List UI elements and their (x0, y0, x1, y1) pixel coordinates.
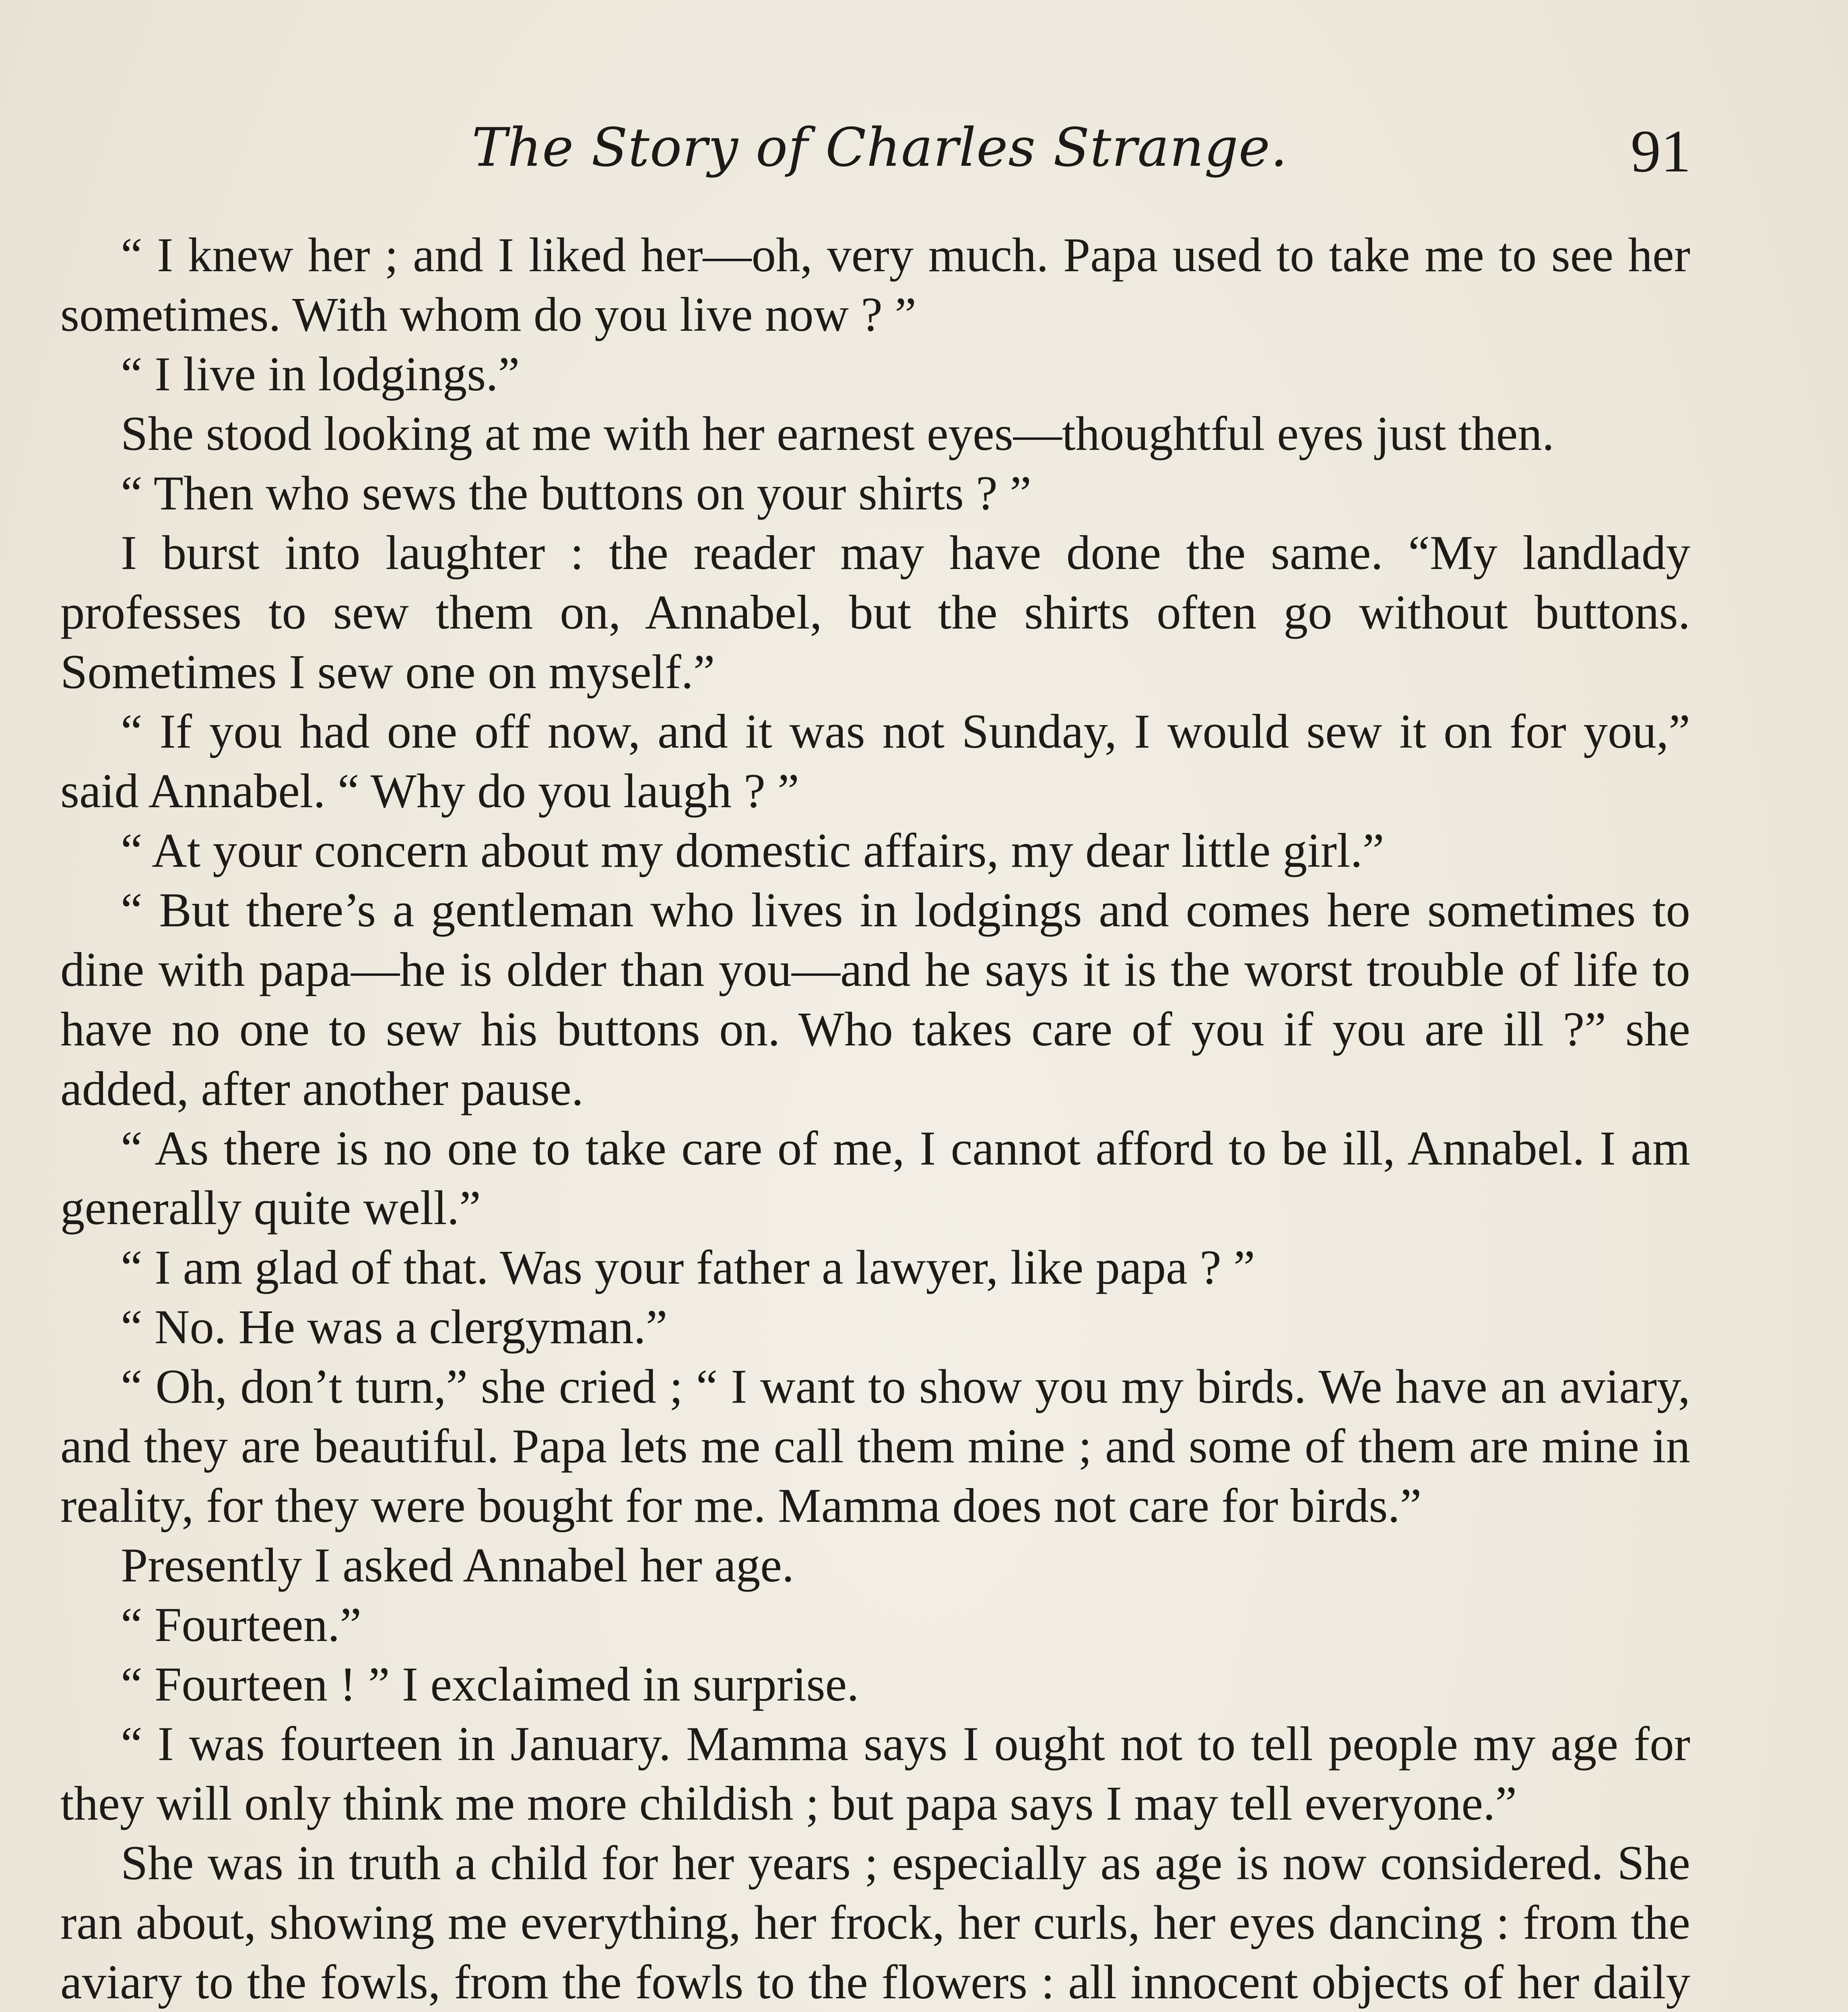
paragraph: I burst into laughter : the reader may have done the same. “My landlady professes to sew them on, Annabel, but the shirts often go without buttons. Sometimes I sew one on myself.” (60, 526, 1690, 699)
running-title: The Story of Charles Strange. (472, 117, 1288, 179)
paragraph: She was in truth a child for her years ; especially as age is now considered. She ran about, showing me everything, her frock, her curls, her eyes dancing : from the aviary to the fowls, from the fowls to the flowers : all innocent objects of her daily (60, 1836, 1690, 2009)
paragraph: “ If you had one off now, and it was not Sunday, I would sew it on for you,” said Annabel. “ Why do you laugh ? ” (60, 705, 1690, 818)
paragraph: “ Oh, don’t turn,” she cried ; “ I want to show you my birds. We have an aviary, and they are beautiful. Papa lets me call them mine ; and some of them are mine in reality, for they were bought for me. Mamma does not care for birds.” (60, 1360, 1690, 1533)
paragraph: “ At your concern about my domestic affairs, my dear little girl.” (121, 824, 1384, 878)
paragraph: “ I am glad of that. Was your father a lawyer, like papa ? ” (121, 1241, 1255, 1295)
paragraph: “ Fourteen ! ” I exclaimed in surprise. (121, 1657, 859, 1711)
body-text (60, 225, 1690, 2012)
paragraph: “ Fourteen.” (121, 1598, 362, 1652)
paragraph: “ Then who sews the buttons on your shirts ? ” (121, 466, 1031, 520)
page-number: 91 (1631, 118, 1691, 185)
paragraph: “ As there is no one to take care of me, I cannot afford to be ill, Annabel. I am generally quite well.” (60, 1121, 1690, 1235)
page-header (68, 101, 1691, 189)
paragraph: She stood looking at me with her earnest eyes—thoughtful eyes just then. (121, 407, 1555, 461)
paragraph: “ I was fourteen in January. Mamma says I ought not to tell people my age for they will only think me more childish ; but papa says I may tell everyone.” (60, 1717, 1690, 1831)
paragraph: “ But there’s a gentleman who lives in lodgings and comes here sometimes to dine with papa—he is older than you—and he says it is the worst trouble of life to have no one to sew his buttons on. Who takes care of you if you are ill ?” she added, after another pause. (60, 883, 1690, 1116)
paragraph: Presently I asked Annabel her age. (121, 1538, 794, 1592)
paragraph: “ No. He was a clergyman.” (121, 1300, 668, 1354)
paragraph: “ I knew her ; and I liked her—oh, very much. Papa used to take me to see her sometimes. With whom do you live now ? ” (60, 228, 1690, 342)
paragraph: “ I live in lodgings.” (121, 347, 520, 401)
